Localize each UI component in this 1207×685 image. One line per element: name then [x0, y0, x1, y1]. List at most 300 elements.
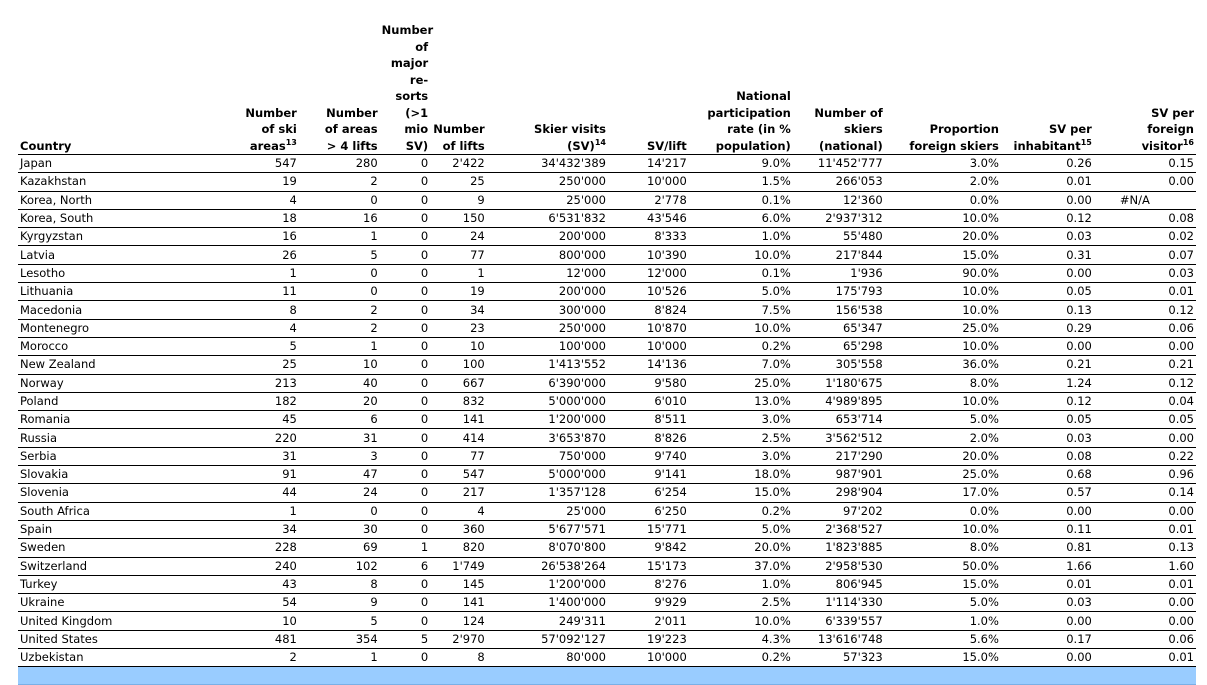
- header-line: (national): [819, 138, 883, 153]
- cell-major-resorts: 0: [380, 502, 431, 520]
- cell-participation-rate: 3.0%: [689, 447, 793, 465]
- cell-participation-rate: 0.1%: [689, 191, 793, 209]
- cell-areas-over-4-lifts: 0: [299, 191, 380, 209]
- cell-major-resorts: 0: [380, 594, 431, 612]
- cell-ski-areas: 4: [145, 319, 299, 337]
- cell-sv-per-lift: 19'223: [608, 630, 689, 648]
- cell-sv-per-inhabitant: 0.11: [1001, 520, 1094, 538]
- cell-country: United Kingdom: [18, 612, 145, 630]
- cell-participation-rate: 5.0%: [689, 283, 793, 301]
- cell-major-resorts: 6: [380, 557, 431, 575]
- cell-sv-per-lift: 8'276: [608, 575, 689, 593]
- highlighted-cell: [430, 667, 487, 685]
- table-row: [18, 429, 1196, 447]
- cell-areas-over-4-lifts: 0: [299, 502, 380, 520]
- cell-skier-visits: 26'538'264: [487, 557, 608, 575]
- cell-sv-per-inhabitant: 0.01: [1001, 575, 1094, 593]
- highlighted-cell: [1001, 667, 1094, 685]
- cell-skier-visits: 1'200'000: [487, 411, 608, 429]
- cell-major-resorts: 0: [380, 264, 431, 282]
- header-line: of areas: [324, 122, 378, 136]
- cell-major-resorts: 0: [380, 356, 431, 374]
- cell-skier-visits: 300'000: [487, 301, 608, 319]
- cell-skiers-national: 305'558: [793, 356, 885, 374]
- cell-sv-per-lift: 9'842: [608, 539, 689, 557]
- header-line: National: [736, 89, 791, 103]
- table-row: [18, 264, 1196, 282]
- cell-major-resorts: 0: [380, 337, 431, 355]
- table-row: [18, 283, 1196, 301]
- cell-participation-rate: 0.2%: [689, 649, 793, 667]
- cell-skiers-national: 217'290: [793, 447, 885, 465]
- cell-sv-per-lift: 14'217: [608, 155, 689, 173]
- cell-ski-areas: 31: [145, 447, 299, 465]
- cell-sv-per-lift: 10'000: [608, 173, 689, 191]
- table-row: [18, 228, 1196, 246]
- cell-foreign-skiers: 10.0%: [885, 520, 1001, 538]
- header-line: SV per: [1048, 122, 1092, 136]
- cell-skiers-national: 55'480: [793, 228, 885, 246]
- cell-sv-per-inhabitant: 0.05: [1001, 411, 1094, 429]
- cell-country: South Africa: [18, 502, 145, 520]
- footnote-marker: 16: [1182, 137, 1194, 147]
- cell-sv-per-lift: 15'173: [608, 557, 689, 575]
- cell-skiers-national: 987'901: [793, 466, 885, 484]
- cell-ski-areas: 1: [145, 502, 299, 520]
- cell-country: Macedonia: [18, 301, 145, 319]
- cell-areas-over-4-lifts: 1: [299, 337, 380, 355]
- cell-foreign-skiers: 0.0%: [885, 502, 1001, 520]
- cell-ski-areas: 18: [145, 209, 299, 227]
- cell-sv-per-lift: 10'526: [608, 283, 689, 301]
- cell-ski-areas: 4: [145, 191, 299, 209]
- cell-major-resorts: 5: [380, 630, 431, 648]
- table-row: [18, 630, 1196, 648]
- cell-skiers-national: 12'360: [793, 191, 885, 209]
- cell-sv-per-lift: 2'011: [608, 612, 689, 630]
- highlighted-cell: [18, 667, 145, 685]
- header-line: mio SV): [404, 122, 429, 153]
- cell-sv-per-lift: 10'870: [608, 319, 689, 337]
- cell-areas-over-4-lifts: 16: [299, 209, 380, 227]
- cell-sv-per-foreign-visitor: 0.00: [1094, 173, 1196, 191]
- cell-major-resorts: 0: [380, 447, 431, 465]
- cell-sv-per-foreign-visitor: 0.08: [1094, 209, 1196, 227]
- table-row: [18, 319, 1196, 337]
- cell-participation-rate: 7.5%: [689, 301, 793, 319]
- cell-skiers-national: 2'958'530: [793, 557, 885, 575]
- cell-lifts: 77: [430, 447, 487, 465]
- cell-country: Serbia: [18, 447, 145, 465]
- cell-ski-areas: 44: [145, 484, 299, 502]
- header-ski-areas: [145, 22, 299, 155]
- cell-skier-visits: 1'200'000: [487, 575, 608, 593]
- cell-skiers-national: 65'347: [793, 319, 885, 337]
- header-line: (SV): [567, 138, 595, 153]
- cell-foreign-skiers: 20.0%: [885, 447, 1001, 465]
- cell-ski-areas: 2: [145, 649, 299, 667]
- cell-areas-over-4-lifts: 354: [299, 630, 380, 648]
- cell-ski-areas: 182: [145, 392, 299, 410]
- cell-areas-over-4-lifts: 0: [299, 264, 380, 282]
- header-line: foreign skiers: [909, 138, 999, 153]
- cell-skier-visits: 25'000: [487, 502, 608, 520]
- cell-sv-per-inhabitant: 0.12: [1001, 392, 1094, 410]
- cell-skiers-national: 266'053: [793, 173, 885, 191]
- cell-sv-per-inhabitant: 0.29: [1001, 319, 1094, 337]
- cell-sv-per-lift: 10'000: [608, 337, 689, 355]
- cell-areas-over-4-lifts: 30: [299, 520, 380, 538]
- cell-sv-per-foreign-visitor: 0.00: [1094, 612, 1196, 630]
- cell-skiers-national: 2'937'312: [793, 209, 885, 227]
- cell-participation-rate: 2.5%: [689, 594, 793, 612]
- header-sv-per-lift: [608, 22, 689, 155]
- cell-lifts: 820: [430, 539, 487, 557]
- cell-skier-visits: 1'413'552: [487, 356, 608, 374]
- highlighted-cell: [380, 667, 431, 685]
- cell-country: United States: [18, 630, 145, 648]
- cell-country: Lithuania: [18, 283, 145, 301]
- cell-sv-per-foreign-visitor: 0.07: [1094, 246, 1196, 264]
- cell-sv-per-lift: 9'580: [608, 374, 689, 392]
- cell-lifts: 145: [430, 575, 487, 593]
- cell-lifts: 667: [430, 374, 487, 392]
- cell-sv-per-inhabitant: 0.03: [1001, 429, 1094, 447]
- cell-participation-rate: 9.0%: [689, 155, 793, 173]
- cell-lifts: 2'422: [430, 155, 487, 173]
- cell-major-resorts: 0: [380, 283, 431, 301]
- header-country: [18, 22, 145, 155]
- cell-skiers-national: 806'945: [793, 575, 885, 593]
- cell-sv-per-foreign-visitor: 0.03: [1094, 264, 1196, 282]
- cell-skier-visits: 800'000: [487, 246, 608, 264]
- cell-skiers-national: 57'323: [793, 649, 885, 667]
- header-major-resorts: [380, 22, 434, 155]
- cell-sv-per-inhabitant: 0.17: [1001, 630, 1094, 648]
- header-line: areas: [249, 138, 286, 153]
- header-line: > 4 lifts: [326, 138, 378, 153]
- cell-foreign-skiers: 8.0%: [885, 539, 1001, 557]
- cell-major-resorts: 1: [380, 539, 431, 557]
- cell-foreign-skiers: 10.0%: [885, 283, 1001, 301]
- cell-major-resorts: 0: [380, 191, 431, 209]
- header-line: sorts (>1: [395, 89, 429, 120]
- header-line: Number: [433, 122, 485, 136]
- cell-sv-per-foreign-visitor: 0.01: [1094, 283, 1196, 301]
- cell-sv-per-lift: 15'771: [608, 520, 689, 538]
- cell-areas-over-4-lifts: 31: [299, 429, 380, 447]
- cell-participation-rate: 20.0%: [689, 539, 793, 557]
- cell-sv-per-foreign-visitor: 0.00: [1094, 594, 1196, 612]
- cell-sv-per-lift: 6'250: [608, 502, 689, 520]
- cell-skier-visits: 5'000'000: [487, 466, 608, 484]
- cell-ski-areas: 228: [145, 539, 299, 557]
- cell-skier-visits: 200'000: [487, 228, 608, 246]
- cell-participation-rate: 0.2%: [689, 337, 793, 355]
- header-line: of lifts: [442, 138, 485, 153]
- cell-country: Ukraine: [18, 594, 145, 612]
- cell-ski-areas: 25: [145, 356, 299, 374]
- highlighted-cell: [487, 667, 608, 685]
- cell-country: Kazakhstan: [18, 173, 145, 191]
- table-row: [18, 209, 1196, 227]
- cell-sv-per-inhabitant: 0.00: [1001, 649, 1094, 667]
- cell-lifts: 832: [430, 392, 487, 410]
- highlighted-empty-row: [18, 667, 1196, 685]
- cell-foreign-skiers: 25.0%: [885, 466, 1001, 484]
- cell-ski-areas: 213: [145, 374, 299, 392]
- cell-sv-per-inhabitant: 0.31: [1001, 246, 1094, 264]
- cell-foreign-skiers: 15.0%: [885, 649, 1001, 667]
- table-row: [18, 575, 1196, 593]
- cell-country: Russia: [18, 429, 145, 447]
- header-line: Number of: [381, 23, 434, 54]
- cell-lifts: 19: [430, 283, 487, 301]
- cell-lifts: 10: [430, 337, 487, 355]
- cell-foreign-skiers: 10.0%: [885, 209, 1001, 227]
- cell-ski-areas: 26: [145, 246, 299, 264]
- header-line: major re-: [390, 56, 429, 87]
- cell-skier-visits: 80'000: [487, 649, 608, 667]
- cell-sv-per-foreign-visitor: 0.00: [1094, 337, 1196, 355]
- cell-sv-per-inhabitant: 0.00: [1001, 612, 1094, 630]
- header-foreign-skiers: [885, 22, 1001, 155]
- cell-areas-over-4-lifts: 0: [299, 283, 380, 301]
- cell-lifts: 547: [430, 466, 487, 484]
- cell-sv-per-inhabitant: 0.08: [1001, 447, 1094, 465]
- cell-skiers-national: 65'298: [793, 337, 885, 355]
- cell-foreign-skiers: 10.0%: [885, 392, 1001, 410]
- cell-areas-over-4-lifts: 2: [299, 301, 380, 319]
- cell-ski-areas: 5: [145, 337, 299, 355]
- cell-sv-per-lift: 43'546: [608, 209, 689, 227]
- cell-ski-areas: 34: [145, 520, 299, 538]
- cell-areas-over-4-lifts: 40: [299, 374, 380, 392]
- cell-sv-per-foreign-visitor: #N/A: [1094, 191, 1196, 209]
- cell-sv-per-foreign-visitor: 0.01: [1094, 575, 1196, 593]
- header-line: rate (in %: [727, 122, 791, 136]
- cell-skier-visits: 1'400'000: [487, 594, 608, 612]
- header-line: SV per: [1151, 105, 1194, 120]
- cell-foreign-skiers: 17.0%: [885, 484, 1001, 502]
- cell-sv-per-foreign-visitor: 0.22: [1094, 447, 1196, 465]
- cell-country: Sweden: [18, 539, 145, 557]
- cell-sv-per-lift: 12'000: [608, 264, 689, 282]
- cell-major-resorts: 0: [380, 411, 431, 429]
- header-line: visitor: [1141, 138, 1183, 153]
- cell-sv-per-inhabitant: 1.66: [1001, 557, 1094, 575]
- header-sv-per-inhabitant: [1001, 22, 1094, 155]
- cell-participation-rate: 1.5%: [689, 173, 793, 191]
- cell-foreign-skiers: 20.0%: [885, 228, 1001, 246]
- cell-ski-areas: 54: [145, 594, 299, 612]
- cell-foreign-skiers: 5.6%: [885, 630, 1001, 648]
- cell-areas-over-4-lifts: 6: [299, 411, 380, 429]
- cell-sv-per-foreign-visitor: 0.96: [1094, 466, 1196, 484]
- cell-sv-per-lift: 2'778: [608, 191, 689, 209]
- cell-sv-per-foreign-visitor: 0.06: [1094, 630, 1196, 648]
- cell-areas-over-4-lifts: 5: [299, 246, 380, 264]
- header-line: SV/lift: [646, 138, 687, 153]
- cell-skier-visits: 5'677'571: [487, 520, 608, 538]
- cell-lifts: 150: [430, 209, 487, 227]
- highlighted-cell: [793, 667, 885, 685]
- cell-skier-visits: 6'531'832: [487, 209, 608, 227]
- cell-lifts: 1'749: [430, 557, 487, 575]
- cell-sv-per-lift: 8'824: [608, 301, 689, 319]
- cell-country: Korea, North: [18, 191, 145, 209]
- cell-ski-areas: 16: [145, 228, 299, 246]
- cell-country: Romania: [18, 411, 145, 429]
- cell-lifts: 360: [430, 520, 487, 538]
- cell-skier-visits: 3'653'870: [487, 429, 608, 447]
- cell-major-resorts: 0: [380, 612, 431, 630]
- highlighted-cell: [299, 667, 380, 685]
- cell-sv-per-lift: 8'511: [608, 411, 689, 429]
- cell-areas-over-4-lifts: 10: [299, 356, 380, 374]
- cell-sv-per-lift: 9'929: [608, 594, 689, 612]
- table-row: [18, 173, 1196, 191]
- cell-skiers-national: 13'616'748: [793, 630, 885, 648]
- cell-sv-per-foreign-visitor: 1.60: [1094, 557, 1196, 575]
- header-skiers-national: [793, 22, 885, 155]
- cell-skiers-national: 156'538: [793, 301, 885, 319]
- cell-skiers-national: 4'989'895: [793, 392, 885, 410]
- cell-country: New Zealand: [18, 356, 145, 374]
- table-row: [18, 539, 1196, 557]
- cell-sv-per-foreign-visitor: 0.12: [1094, 374, 1196, 392]
- cell-sv-per-inhabitant: 0.26: [1001, 155, 1094, 173]
- cell-skiers-national: 653'714: [793, 411, 885, 429]
- cell-country: Montenegro: [18, 319, 145, 337]
- cell-sv-per-lift: 6'254: [608, 484, 689, 502]
- cell-ski-areas: 1: [145, 264, 299, 282]
- cell-major-resorts: 0: [380, 429, 431, 447]
- cell-skier-visits: 249'311: [487, 612, 608, 630]
- header-row: [18, 22, 1196, 155]
- table-row: [18, 557, 1196, 575]
- cell-ski-areas: 43: [145, 575, 299, 593]
- cell-participation-rate: 0.2%: [689, 502, 793, 520]
- cell-country: Norway: [18, 374, 145, 392]
- header-line: foreign: [1147, 122, 1194, 136]
- cell-major-resorts: 0: [380, 301, 431, 319]
- cell-country: Korea, South: [18, 209, 145, 227]
- header-line: Number: [326, 105, 378, 120]
- cell-lifts: 141: [430, 411, 487, 429]
- highlighted-cell: [145, 667, 299, 685]
- table-row: [18, 191, 1196, 209]
- cell-lifts: 141: [430, 594, 487, 612]
- cell-major-resorts: 0: [380, 173, 431, 191]
- cell-sv-per-lift: 14'136: [608, 356, 689, 374]
- header-line: Number of: [814, 105, 883, 120]
- table-row: [18, 337, 1196, 355]
- cell-sv-per-foreign-visitor: 0.00: [1094, 429, 1196, 447]
- cell-sv-per-inhabitant: 0.01: [1001, 173, 1094, 191]
- cell-areas-over-4-lifts: 2: [299, 173, 380, 191]
- cell-participation-rate: 10.0%: [689, 246, 793, 264]
- cell-lifts: 8: [430, 649, 487, 667]
- cell-foreign-skiers: 5.0%: [885, 411, 1001, 429]
- cell-skier-visits: 8'070'800: [487, 539, 608, 557]
- cell-major-resorts: 0: [380, 209, 431, 227]
- cell-skiers-national: 217'844: [793, 246, 885, 264]
- cell-lifts: 25: [430, 173, 487, 191]
- cell-lifts: 1: [430, 264, 487, 282]
- highlighted-cell: [885, 667, 1001, 685]
- cell-foreign-skiers: 2.0%: [885, 173, 1001, 191]
- cell-sv-per-inhabitant: 0.03: [1001, 594, 1094, 612]
- cell-skier-visits: 12'000: [487, 264, 608, 282]
- cell-sv-per-inhabitant: 1.24: [1001, 374, 1094, 392]
- cell-country: Uzbekistan: [18, 649, 145, 667]
- cell-skiers-national: 1'936: [793, 264, 885, 282]
- cell-foreign-skiers: 15.0%: [885, 575, 1001, 593]
- cell-sv-per-inhabitant: 0.00: [1001, 191, 1094, 209]
- footnote-marker: 14: [594, 137, 606, 147]
- cell-areas-over-4-lifts: 102: [299, 557, 380, 575]
- cell-foreign-skiers: 10.0%: [885, 301, 1001, 319]
- cell-skiers-national: 6'339'557: [793, 612, 885, 630]
- cell-foreign-skiers: 0.0%: [885, 191, 1001, 209]
- table-row: [18, 649, 1196, 667]
- table-row: [18, 374, 1196, 392]
- cell-major-resorts: 0: [380, 466, 431, 484]
- cell-participation-rate: 5.0%: [689, 520, 793, 538]
- cell-areas-over-4-lifts: 20: [299, 392, 380, 410]
- cell-foreign-skiers: 36.0%: [885, 356, 1001, 374]
- cell-country: Latvia: [18, 246, 145, 264]
- cell-major-resorts: 0: [380, 319, 431, 337]
- cell-participation-rate: 10.0%: [689, 612, 793, 630]
- header-areas-over-4-lifts: [299, 22, 380, 155]
- header-participation-rate: [689, 22, 793, 155]
- table-row: [18, 594, 1196, 612]
- cell-areas-over-4-lifts: 1: [299, 649, 380, 667]
- cell-foreign-skiers: 90.0%: [885, 264, 1001, 282]
- cell-participation-rate: 18.0%: [689, 466, 793, 484]
- cell-skier-visits: 34'432'389: [487, 155, 608, 173]
- cell-major-resorts: 0: [380, 484, 431, 502]
- cell-skiers-national: 3'562'512: [793, 429, 885, 447]
- cell-sv-per-lift: 10'390: [608, 246, 689, 264]
- cell-skier-visits: 1'357'128: [487, 484, 608, 502]
- cell-ski-areas: 91: [145, 466, 299, 484]
- header-lifts: [430, 22, 487, 155]
- cell-areas-over-4-lifts: 5: [299, 612, 380, 630]
- cell-sv-per-foreign-visitor: 0.21: [1094, 356, 1196, 374]
- cell-major-resorts: 0: [380, 246, 431, 264]
- header-line: participation: [707, 105, 791, 120]
- cell-areas-over-4-lifts: 280: [299, 155, 380, 173]
- cell-lifts: 23: [430, 319, 487, 337]
- cell-skiers-national: 1'180'675: [793, 374, 885, 392]
- cell-participation-rate: 2.5%: [689, 429, 793, 447]
- table-row: [18, 502, 1196, 520]
- cell-sv-per-foreign-visitor: 0.02: [1094, 228, 1196, 246]
- table-row: [18, 466, 1196, 484]
- cell-skiers-national: 2'368'527: [793, 520, 885, 538]
- cell-lifts: 414: [430, 429, 487, 447]
- cell-sv-per-foreign-visitor: 0.01: [1094, 520, 1196, 538]
- cell-skier-visits: 250'000: [487, 319, 608, 337]
- cell-sv-per-foreign-visitor: 0.12: [1094, 301, 1196, 319]
- cell-skier-visits: 750'000: [487, 447, 608, 465]
- header-line: Skier visits: [534, 122, 606, 136]
- cell-country: Morocco: [18, 337, 145, 355]
- cell-major-resorts: 0: [380, 392, 431, 410]
